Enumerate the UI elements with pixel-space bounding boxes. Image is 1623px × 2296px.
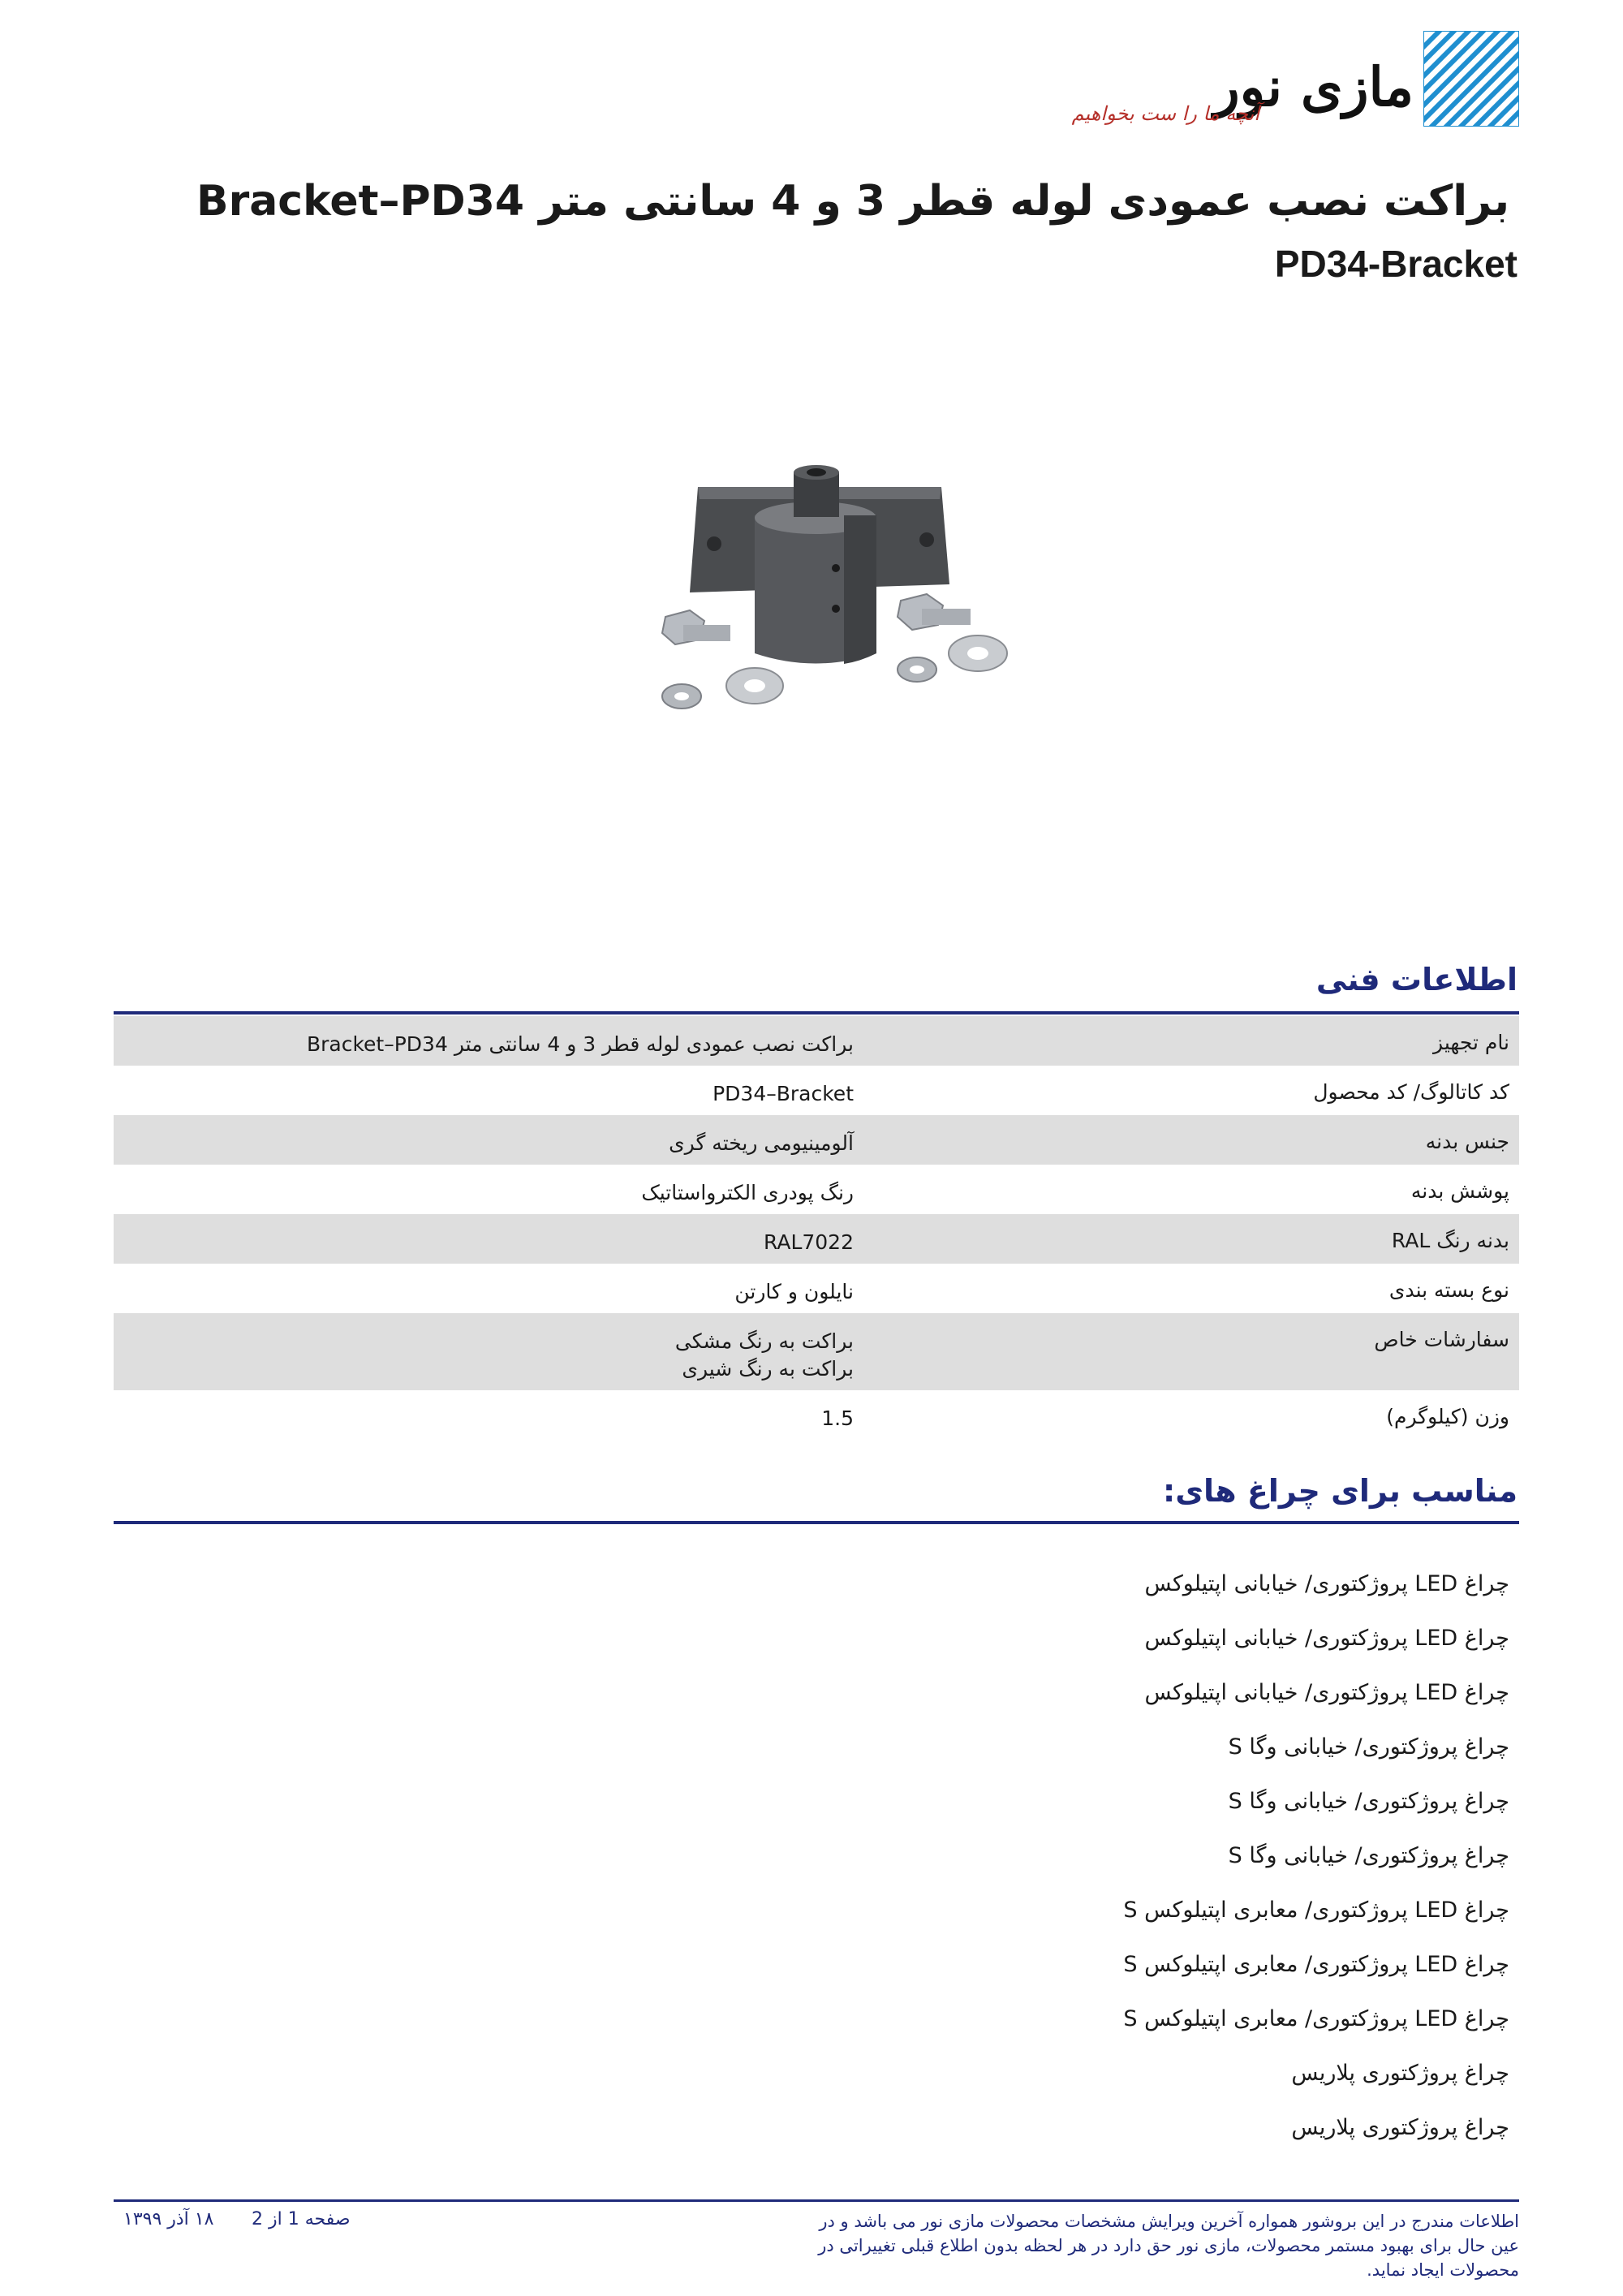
spec-value: PD34–Bracket <box>712 1082 854 1105</box>
list-item: چراغ LED پروژکتوری/ خیابانی اپتیلوکس <box>1144 1626 1509 1651</box>
page-number: صفحه 1 از 2 <box>252 2209 351 2229</box>
list-item: چراغ LED پروژکتوری/ معابری اپتیلوکس S <box>1123 1952 1509 1977</box>
spec-label: نوع بسته بندی <box>1388 1278 1509 1302</box>
spec-row <box>114 1313 1519 1390</box>
spec-value: براکت به رنگ مشکی براکت به رنگ شیری <box>674 1329 854 1381</box>
spec-label: پوشش بدنه <box>1410 1179 1509 1203</box>
spec-row <box>114 1264 1519 1313</box>
spec-value: نایلون و کارتن <box>734 1280 854 1303</box>
spec-row <box>114 1165 1519 1214</box>
list-item: چراغ پروژکتوری پلاریس <box>1291 2061 1509 2086</box>
page-title: براکت نصب عمودی لوله قطر 3 و 4 سانتی متر Bracket–PD34 <box>196 177 1509 226</box>
product-image <box>633 454 1039 747</box>
spec-label: نام تجهیز <box>1433 1031 1509 1054</box>
bolt-right <box>898 594 971 630</box>
footer-date: ۱۸ آذر ۱۳۹۹ <box>123 2209 214 2229</box>
footer-divider <box>114 2199 1519 2202</box>
technical-heading: اطلاعات فنی <box>1315 962 1518 997</box>
spec-value: 1.5 <box>821 1406 854 1430</box>
spec-label: سفارشات خاص <box>1374 1328 1509 1351</box>
suitable-heading: مناسب برای چراغ های: <box>1163 1473 1518 1509</box>
list-item: چراغ LED پروژکتوری/ خیابانی اپتیلوکس <box>1144 1680 1509 1705</box>
lamp-list <box>1123 1557 1509 2155</box>
spec-value: براکت نصب عمودی لوله قطر 3 و 4 سانتی متر Bracket–PD34 <box>306 1032 854 1056</box>
list-item: چراغ پروژکتوری/ خیابانی وگا S <box>1228 1789 1509 1814</box>
spec-label: جنس بدنه <box>1425 1130 1509 1153</box>
spec-label: وزن (کیلوگرم) <box>1386 1405 1509 1428</box>
list-item: چراغ پروژکتوری/ خیابانی وگا S <box>1228 1734 1509 1760</box>
list-item: چراغ LED پروژکتوری/ معابری اپتیلوکس S <box>1123 2006 1509 2031</box>
spec-table <box>114 1016 1519 1444</box>
technical-divider <box>114 1011 1519 1014</box>
spec-label: کد کاتالوگ/ کد محصول <box>1313 1080 1509 1104</box>
list-item: چراغ LED پروژکتوری/ معابری اپتیلوکس S <box>1123 1898 1509 1923</box>
spec-row <box>114 1066 1519 1115</box>
footer-disclaimer: اطلاعات مندرج در این بروشور همواره آخرین ویرایش مشخصات محصولات مازی نور می باشد و در عین حال برای بهبود مستمر محصولات، مازی نور حق دارد در هر لحظه بدون اطلاع قبلی تغییراتی در محصولات ایجاد نماید. <box>818 2212 1519 2280</box>
suitable-divider <box>114 1521 1519 1524</box>
logo-wordmark: مازی نور <box>1213 55 1414 118</box>
bolt-left <box>662 610 730 644</box>
spec-row <box>114 1115 1519 1165</box>
page-subtitle: PD34-Bracket <box>1274 243 1518 285</box>
logo-stripes-icon <box>1423 31 1519 127</box>
list-item: چراغ پروژکتوری/ خیابانی وگا S <box>1228 1843 1509 1868</box>
spec-label: بدنه رنگ RAL <box>1391 1229 1509 1252</box>
spec-value: RAL7022 <box>763 1230 854 1254</box>
spec-value: آلومینیومی ریخته گری <box>669 1131 854 1155</box>
spec-row <box>114 1016 1519 1066</box>
logo-tagline: آنچه ما را ست بخواهیم <box>1071 102 1259 125</box>
list-item: چراغ LED پروژکتوری/ خیابانی اپتیلوکس <box>1144 1571 1509 1596</box>
spec-row <box>114 1214 1519 1264</box>
spec-value: رنگ پودری الکترواستاتیک <box>641 1181 854 1204</box>
brand-logo <box>1032 31 1519 153</box>
list-item: چراغ پروژکتوری پلاریس <box>1291 2115 1509 2140</box>
spec-row <box>114 1390 1519 1444</box>
